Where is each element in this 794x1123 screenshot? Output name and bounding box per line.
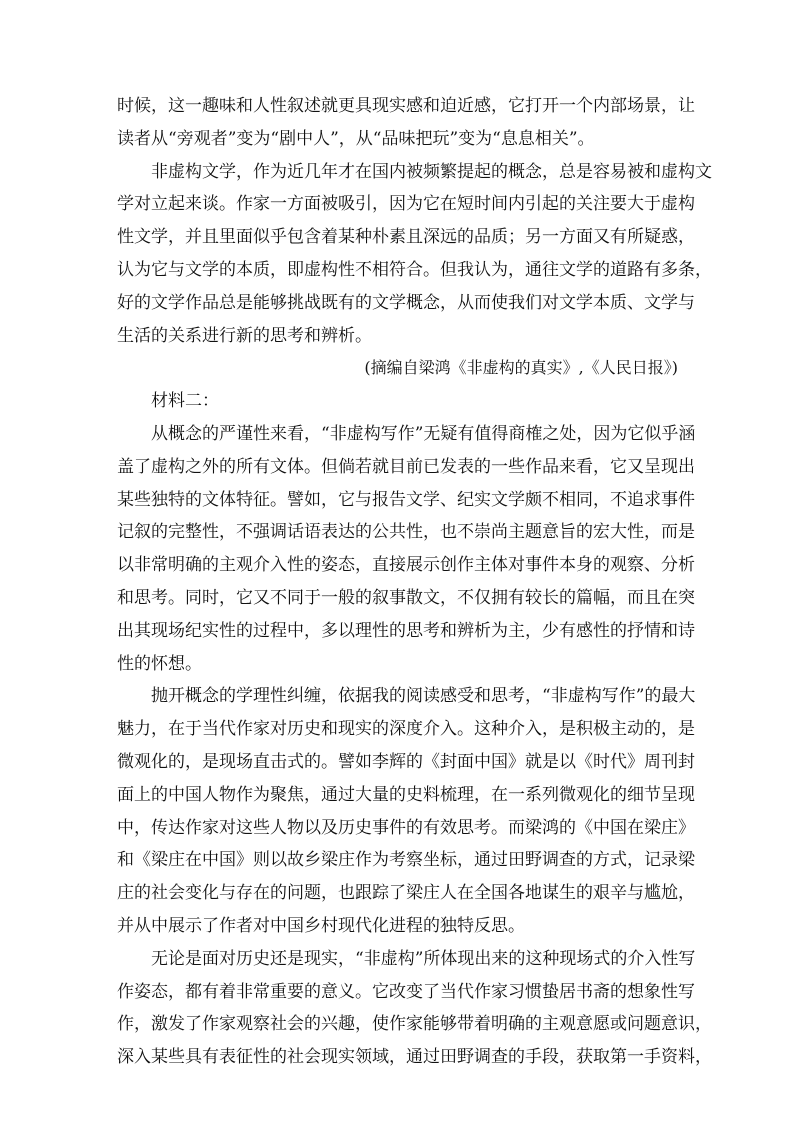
text-line: 认为它与文学的本质，即虚构性不相符合。但我认为，通往文学的道路有多条， — [117, 259, 712, 280]
text-line: 好的文学作品总是能够挑战既有的文学概念，从而使我们对文学本质、文学与 — [117, 292, 695, 313]
source-citation: (摘编自梁鸿《非虚构的真实》,《人民日报》) — [364, 358, 678, 378]
text-line: 作姿态，都有着非常重要的意义。它改变了当代作家习惯蛰居书斋的想象性写 — [117, 981, 695, 1002]
text-line: 中，传达作家对这些人物以及历史事件的有效思考。而梁鸿的《中国在梁庄》 — [117, 817, 695, 838]
text-line: 时候，这一趣味和人性叙述就更具现实感和迫近感，它打开一个内部场景，让 — [117, 96, 695, 116]
paragraph-4 — [117, 680, 696, 942]
text-line: 某些独特的文体特征。譬如，它与报告文学、纪实文学颇不相同，不追求事件 — [117, 489, 695, 510]
text-line: 作，激发了作家观察社会的兴趣，使作家能够带着明确的主观意愿或问题意识， — [117, 1014, 712, 1035]
text-line: 无论是面对历史还是现实，“非虚构”所体现出来的这种现场式的介入性写 — [151, 948, 696, 969]
text-line: 和思考。同时，它又不同于一般的叙事散文，不仅拥有较长的篇幅，而且在突 — [117, 587, 695, 608]
text-line: 深入某些具有表征性的社会现实领域，通过田野调查的手段，获取第一手资料， — [117, 1047, 712, 1068]
text-line: 和《梁庄在中国》则以故乡梁庄作为考察坐标，通过田野调查的方式，记录梁 — [117, 850, 695, 871]
text-line: 并从中展示了作者对中国乡村现代化进程的独特反思。 — [117, 915, 525, 936]
text-line: 微观化的，是现场直击式的。譬如李辉的《封面中国》就是以《时代》周刊封 — [117, 751, 695, 772]
text-line: 生活的关系进行新的思考和辨析。 — [117, 325, 372, 346]
paragraph-5 — [117, 943, 712, 1074]
text-line: 学对立起来谈。作家一方面被吸引，因为它在短时间内引起的关注要大于虚构 — [117, 194, 695, 215]
text-line: 性文学，并且里面似乎包含着某种朴素且深远的品质；另一方面又有所疑惑， — [117, 227, 695, 248]
text-line: 性的怀想。 — [117, 653, 202, 674]
text-line: 盖了虚构之外的所有文体。但倘若就目前已发表的一些作品来看，它又呈现出 — [117, 456, 695, 477]
paragraph-3 — [117, 418, 696, 680]
text-line: 面上的中国人物作为聚焦，通过大量的史料梳理，在一系列微观化的细节呈现 — [117, 784, 695, 805]
text-line: 庄的社会变化与存在的问题，也跟踪了梁庄人在全国各地谋生的艰辛与尴尬， — [117, 883, 695, 904]
text-line: 非虚构文学，作为近几年才在国内被频繁提起的概念，总是容易被和虚构文 — [151, 161, 712, 182]
paragraph-1 — [117, 90, 695, 156]
text-line: 记叙的完整性，不强调话语表达的公共性，也不崇尚主题意旨的宏大性，而是 — [117, 522, 695, 543]
text-line: 魅力，在于当代作家对历史和现实的深度介入。这种介入，是积极主动的，是 — [117, 719, 695, 740]
text-line: 以非常明确的主观介入性的姿态，直接展示创作主体对事件本身的观察、分析 — [117, 555, 695, 576]
document-page — [117, 90, 712, 1074]
text-line: 读者从“旁观者”变为“剧中人”，从“品味把玩”变为“息息相关”。 — [117, 128, 595, 149]
material-heading: 材料二： — [151, 391, 219, 412]
text-line: 抛开概念的学理性纠缠，依据我的阅读感受和思考，“非虚构写作”的最大 — [151, 686, 696, 707]
paragraph-2 — [117, 156, 712, 353]
text-line: 出其现场纪实性的过程中，多以理性的思考和辨析为主，少有感性的抒情和诗 — [117, 620, 695, 641]
text-line: 从概念的严谨性来看，“非虚构写作”无疑有值得商榷之处，因为它似乎涵 — [151, 423, 696, 444]
